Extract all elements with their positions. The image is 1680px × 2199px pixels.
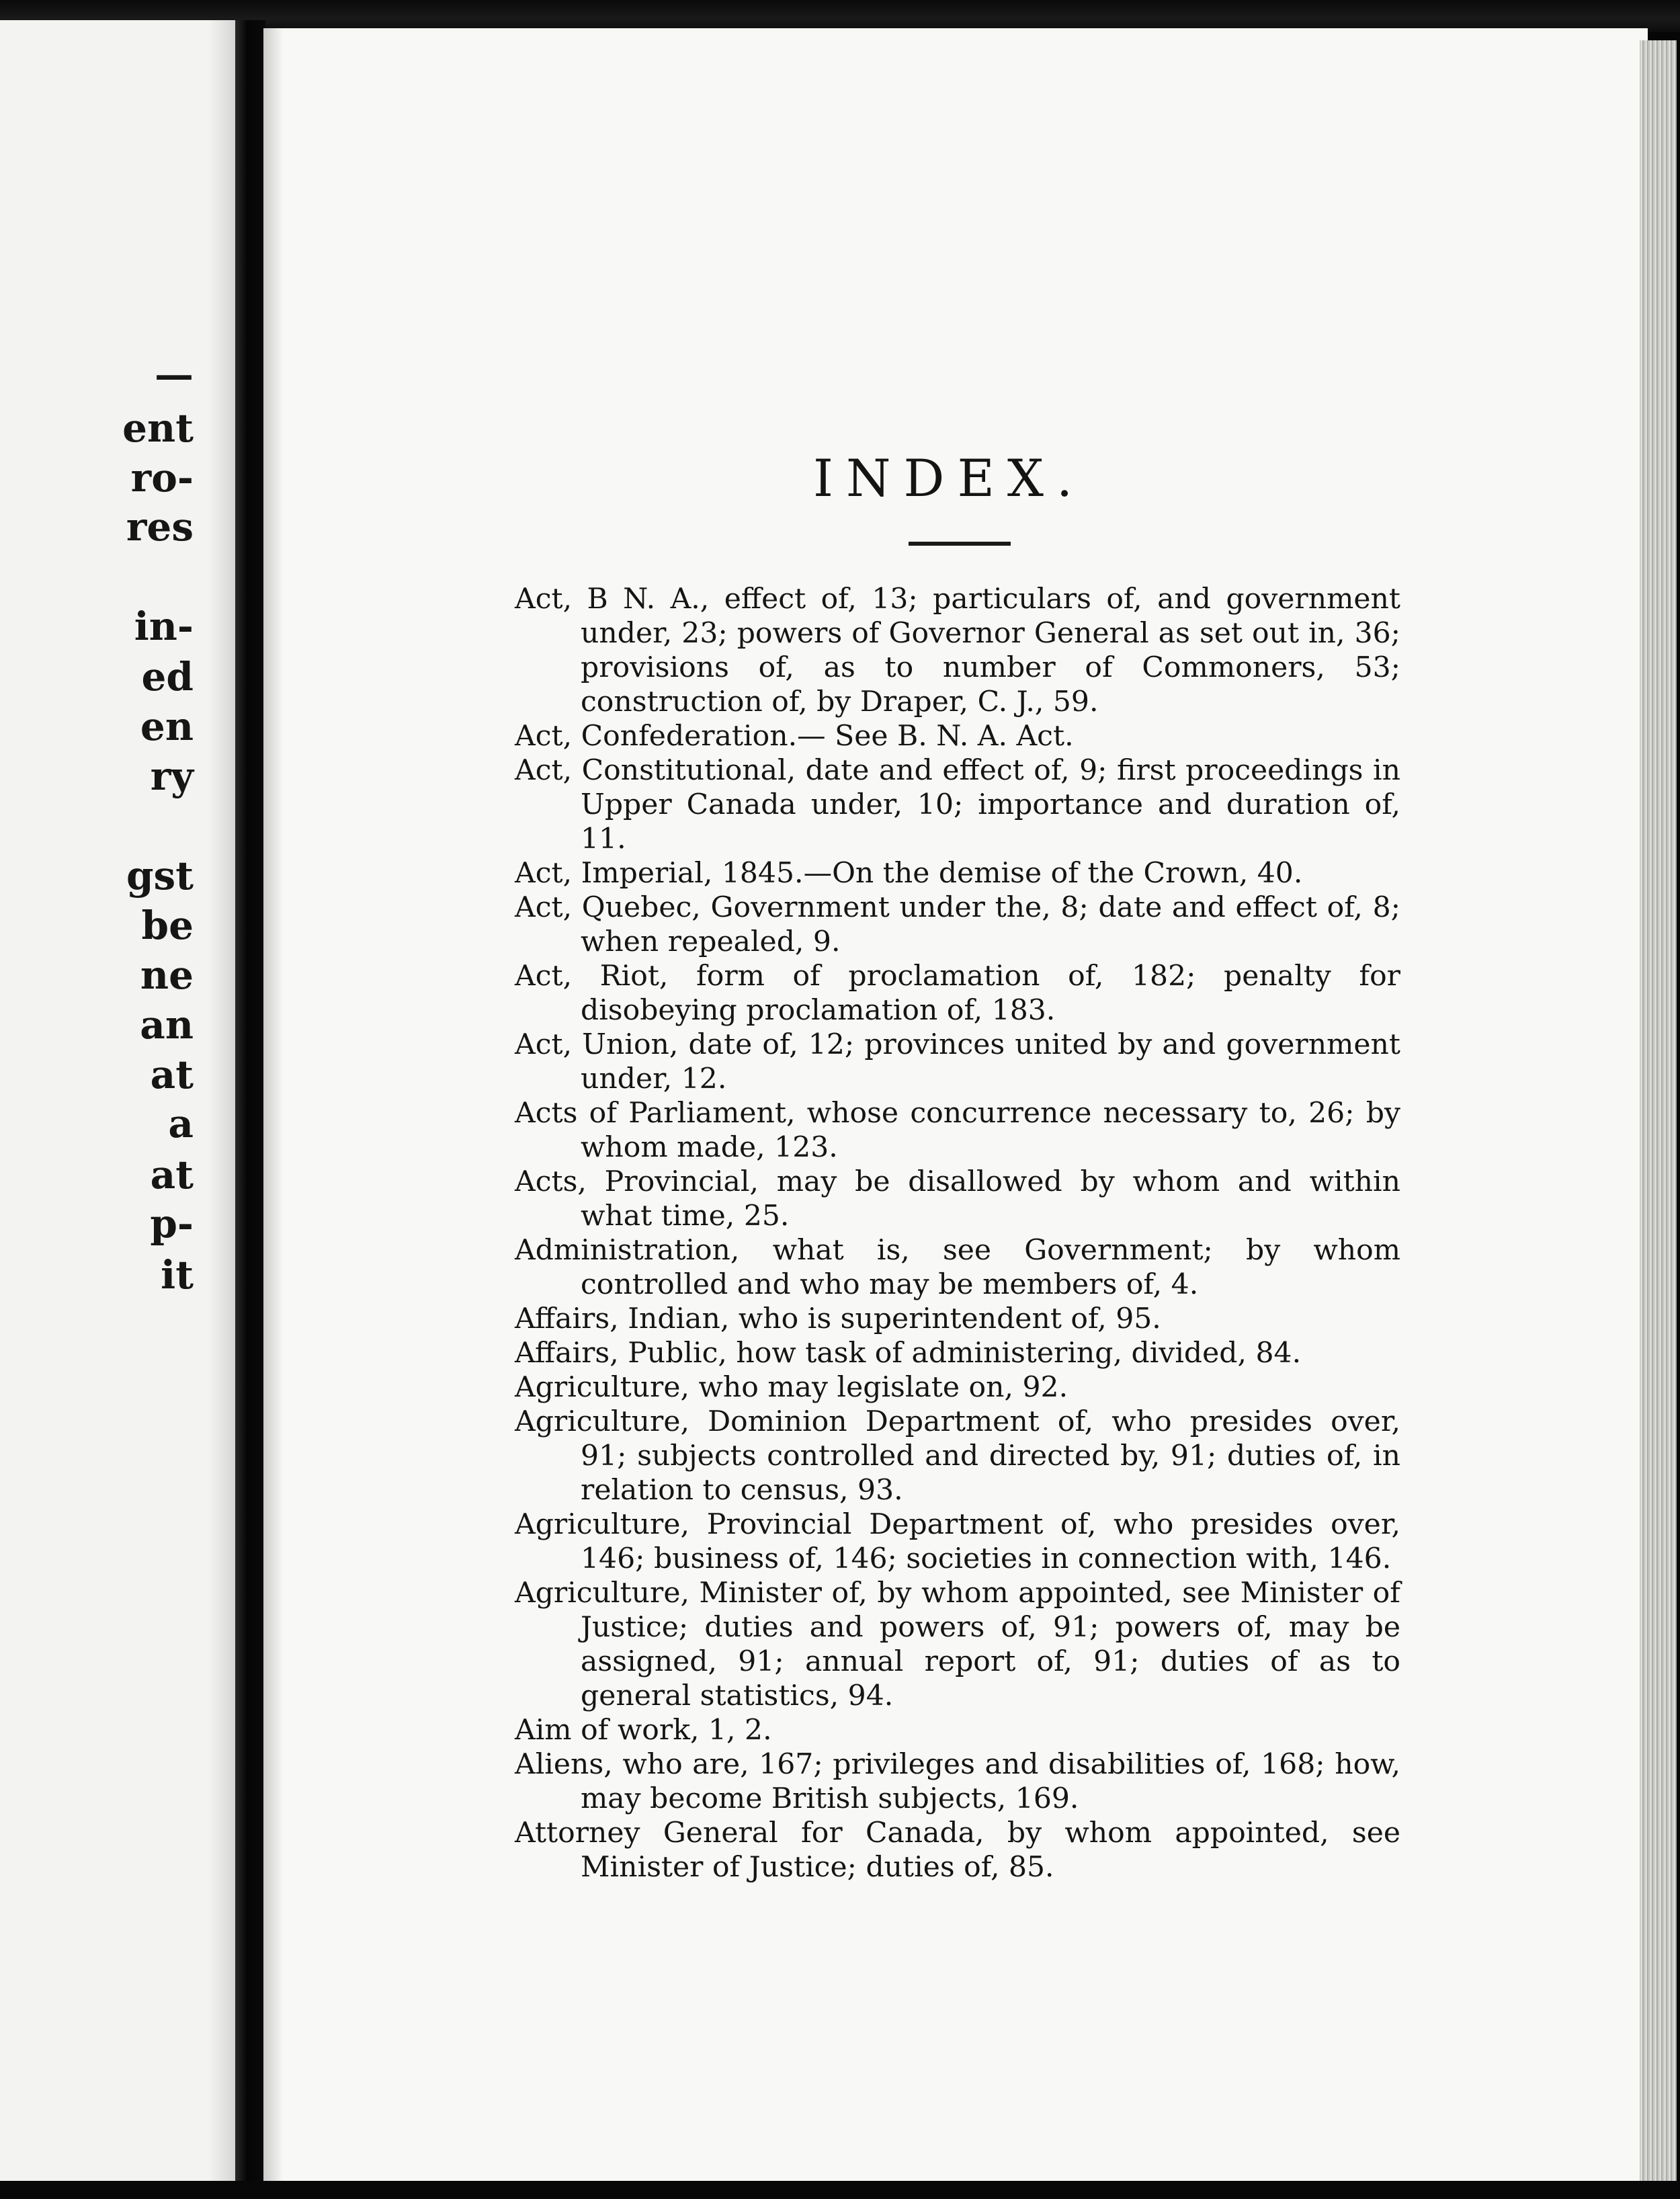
left-fragment: ent — [122, 405, 194, 451]
index-entry: Acts, Provincial, may be disallowed by whom and within what time, 25. — [515, 1165, 1400, 1233]
left-fragment: ne — [140, 952, 194, 998]
index-entry: Agriculture, Minister of, by whom appointed, see Minister of Justice; duties and powers of, 91; powers of, may be assigned, 91; annual report of, 91; duties of as to general statistics, 94. — [515, 1577, 1400, 1712]
index-entry: Affairs, Public, how task of administering, divided, 84. — [515, 1337, 1302, 1370]
index-entry: Act, Union, date of, 12; provinces united by and government under, 12. — [515, 1028, 1400, 1095]
page-edges — [1640, 40, 1677, 2188]
index-entry: Act, Confederation.— See B. N. A. Act. — [515, 720, 1074, 753]
left-fragment: en — [140, 704, 194, 749]
book-gutter — [235, 20, 265, 2188]
index-entry: Act, Quebec, Government under the, 8; date and effect of, 8; when repealed, 9. — [515, 891, 1400, 958]
index-entry: Attorney General for Canada, by whom appointed, see Minister of Justice; duties of, 85. — [515, 1817, 1400, 1884]
scan-bottom-edge — [0, 2181, 1680, 2199]
index-entry: Acts of Parliament, whose concurrence necessary to, 26; by whom made, 123. — [515, 1097, 1400, 1164]
left-fragment: p- — [150, 1201, 194, 1247]
index-entry: Aim of work, 1, 2. — [515, 1714, 772, 1747]
index-entry: Act, Imperial, 1845.—On the demise of the Crown, 40. — [515, 857, 1303, 890]
left-fragment: ro- — [130, 455, 194, 501]
index-entries — [515, 582, 1400, 1884]
index-entry: Agriculture, Dominion Department of, who presides over, 91; subjects controlled and directed by, 91; duties of, in relation to census, 93. — [515, 1405, 1400, 1507]
left-fragment: res — [126, 504, 194, 550]
page-title: INDEX. — [813, 448, 1086, 508]
left-fragment: — — [155, 351, 194, 397]
left-fragment: be — [141, 903, 194, 948]
index-entry: Act, Riot, form of proclamation of, 182; penalty for disobeying proclamation of, 183. — [515, 960, 1400, 1027]
left-fragment: an — [140, 1002, 194, 1048]
index-entry: Act, B N. A., effect of, 13; particulars of, and government under, 23; powers of Governor General as set out in, 36; provisions of, as to number of Commoners, 53; construction of, by Draper, C. J., 59. — [515, 583, 1400, 718]
left-fragment: a — [168, 1101, 194, 1147]
left-fragment: it — [161, 1252, 194, 1298]
left-fragment: at — [150, 1052, 194, 1097]
index-entry: Administration, what is, see Government; by whom controlled and who may be members of, 4. — [515, 1234, 1400, 1301]
index-entry: Aliens, who are, 167; privileges and disabilities of, 168; how, may become British subjects, 169. — [515, 1748, 1400, 1815]
left-fragment: gst — [126, 853, 194, 899]
left-fragment: ry — [150, 753, 194, 799]
index-entry: Agriculture, who may legislate on, 92. — [515, 1371, 1068, 1404]
left-fragment: at — [150, 1152, 194, 1198]
left-page-partial — [0, 20, 237, 2181]
index-entry: Affairs, Indian, who is superintendent of, 95. — [515, 1302, 1161, 1335]
title-rule — [909, 542, 1011, 546]
left-fragment: in- — [134, 604, 194, 649]
index-entry: Act, Constitutional, date and effect of, 9; first proceedings in Upper Canada under, 10; importance and duration of, 11. — [515, 754, 1400, 856]
index-entry: Agriculture, Provincial Department of, who presides over, 146; business of, 146; societies in connection with, 146. — [515, 1508, 1400, 1575]
left-fragment: ed — [141, 654, 194, 700]
